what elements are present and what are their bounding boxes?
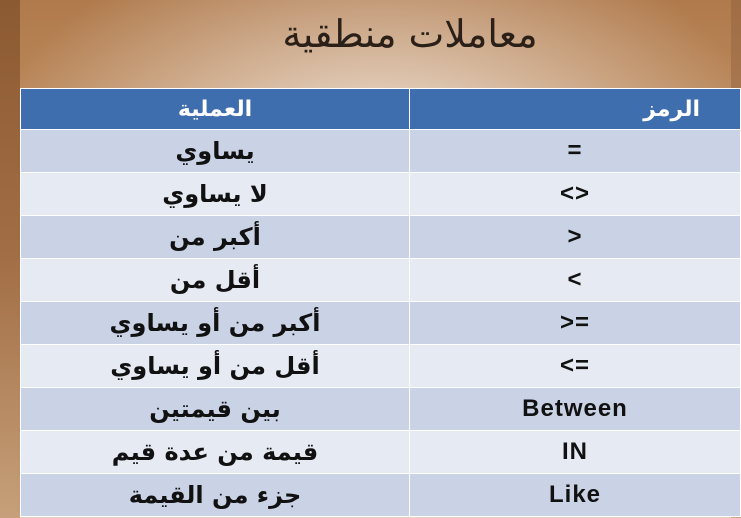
table-row: [21, 388, 741, 431]
operation-cell: أقل من: [21, 259, 410, 302]
table-row: [21, 431, 741, 474]
slide-title: معاملات منطقية: [282, 12, 538, 56]
table-header-row: [21, 89, 741, 130]
table-row: [21, 130, 741, 173]
symbol-cell: >: [410, 216, 741, 259]
table-row: [21, 259, 741, 302]
background-left-strip: [0, 0, 20, 518]
symbol-cell: <: [410, 259, 741, 302]
symbol-cell: =: [410, 130, 741, 173]
table-row: [21, 345, 741, 388]
symbol-cell: Between: [410, 388, 741, 431]
table-row: [21, 216, 741, 259]
table-row: [21, 474, 741, 517]
symbol-cell: Like: [410, 474, 741, 517]
operation-cell: قيمة من عدة قيم: [21, 431, 410, 474]
header-symbol: الرمز: [410, 89, 741, 130]
symbol-cell: >=: [410, 302, 741, 345]
operation-cell: جزء من القيمة: [21, 474, 410, 517]
logical-operators-table: [20, 88, 741, 517]
symbol-cell: IN: [410, 431, 741, 474]
operation-cell: أكبر من: [21, 216, 410, 259]
table-row: [21, 173, 741, 216]
operation-cell: أكبر من أو يساوي: [21, 302, 410, 345]
operation-cell: يساوي: [21, 130, 410, 173]
symbol-cell: <>: [410, 173, 741, 216]
symbol-cell: <=: [410, 345, 741, 388]
operation-cell: أقل من أو يساوي: [21, 345, 410, 388]
header-operation: العملية: [21, 89, 410, 130]
table-row: [21, 302, 741, 345]
operation-cell: لا يساوي: [21, 173, 410, 216]
operation-cell: بين قيمتين: [21, 388, 410, 431]
